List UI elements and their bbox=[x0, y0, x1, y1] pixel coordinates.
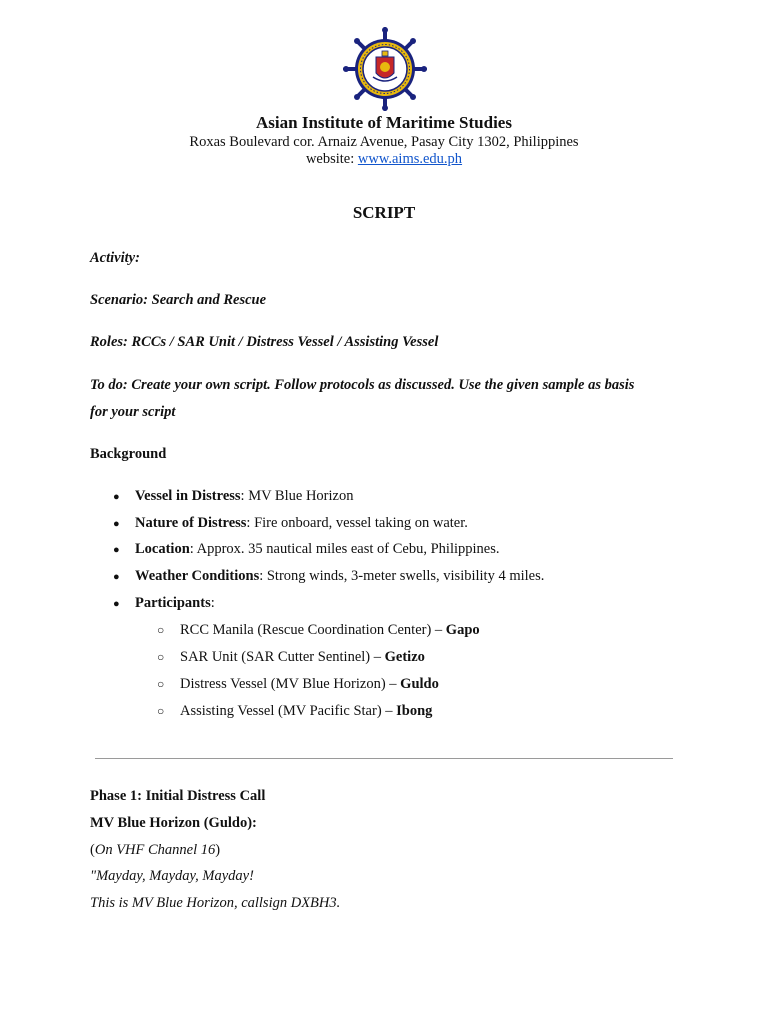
todo-field-line1: To do: Create your own script. Follow protocols as discussed. Use the given sample as basis bbox=[90, 377, 635, 393]
phase1-heading: Phase 1: Initial Distress Call bbox=[90, 788, 266, 804]
phase1-speaker: MV Blue Horizon (Guldo): bbox=[90, 815, 257, 831]
aims-seal-icon bbox=[343, 27, 427, 111]
phase1-dialogue-line2: This is MV Blue Horizon, callsign DXBH3. bbox=[90, 895, 341, 911]
list-item: Location: Approx. 35 nautical miles east of Cebu, Philippines. bbox=[135, 541, 500, 557]
list-item: Participants: bbox=[135, 595, 215, 611]
list-item: Weather Conditions: Strong winds, 3-meter swells, visibility 4 miles. bbox=[135, 568, 545, 584]
website-link[interactable]: www.aims.edu.ph bbox=[357, 151, 463, 167]
circle-bullet-icon: ○ bbox=[157, 677, 165, 691]
circle-bullet-icon: ○ bbox=[157, 650, 165, 664]
roles-field: Roles: RCCs / SAR Unit / Distress Vessel / Assisting Vessel bbox=[90, 334, 439, 350]
list-item: Vessel in Distress: MV Blue Horizon bbox=[135, 488, 354, 504]
background-heading: Background bbox=[90, 446, 167, 462]
bullet-icon: ● bbox=[113, 571, 120, 583]
participant-item: SAR Unit (SAR Cutter Sentinel) – Getizo bbox=[180, 649, 425, 665]
website-label: website: bbox=[305, 151, 358, 167]
website-line bbox=[0, 151, 768, 168]
circle-bullet-icon: ○ bbox=[157, 704, 165, 718]
bullet-icon: ● bbox=[113, 491, 120, 503]
participant-item: RCC Manila (Rescue Coordination Center) – Gapo bbox=[180, 622, 480, 638]
institute-address: Roxas Boulevard cor. Arnaiz Avenue, Pasay City 1302, Philippines bbox=[189, 134, 579, 150]
participant-item: Assisting Vessel (MV Pacific Star) – Ibong bbox=[180, 703, 433, 719]
todo-field-line2: for your script bbox=[90, 404, 176, 420]
scenario-field: Scenario: Search and Rescue bbox=[90, 292, 267, 308]
phase1-channel-note: (On VHF Channel 16) bbox=[90, 842, 221, 858]
participant-item: Distress Vessel (MV Blue Horizon) – Guldo bbox=[180, 676, 439, 692]
document-title: SCRIPT bbox=[352, 203, 416, 222]
bullet-icon: ● bbox=[113, 598, 120, 610]
list-item: Nature of Distress: Fire onboard, vessel taking on water. bbox=[135, 515, 468, 531]
phase1-dialogue-line1: "Mayday, Mayday, Mayday! bbox=[90, 868, 254, 884]
institute-name: Asian Institute of Maritime Studies bbox=[256, 113, 512, 132]
activity-field: Activity: bbox=[90, 250, 140, 266]
horizontal-divider bbox=[95, 758, 673, 759]
bullet-icon: ● bbox=[113, 518, 120, 530]
circle-bullet-icon: ○ bbox=[157, 623, 165, 637]
bullet-icon: ● bbox=[113, 544, 120, 556]
